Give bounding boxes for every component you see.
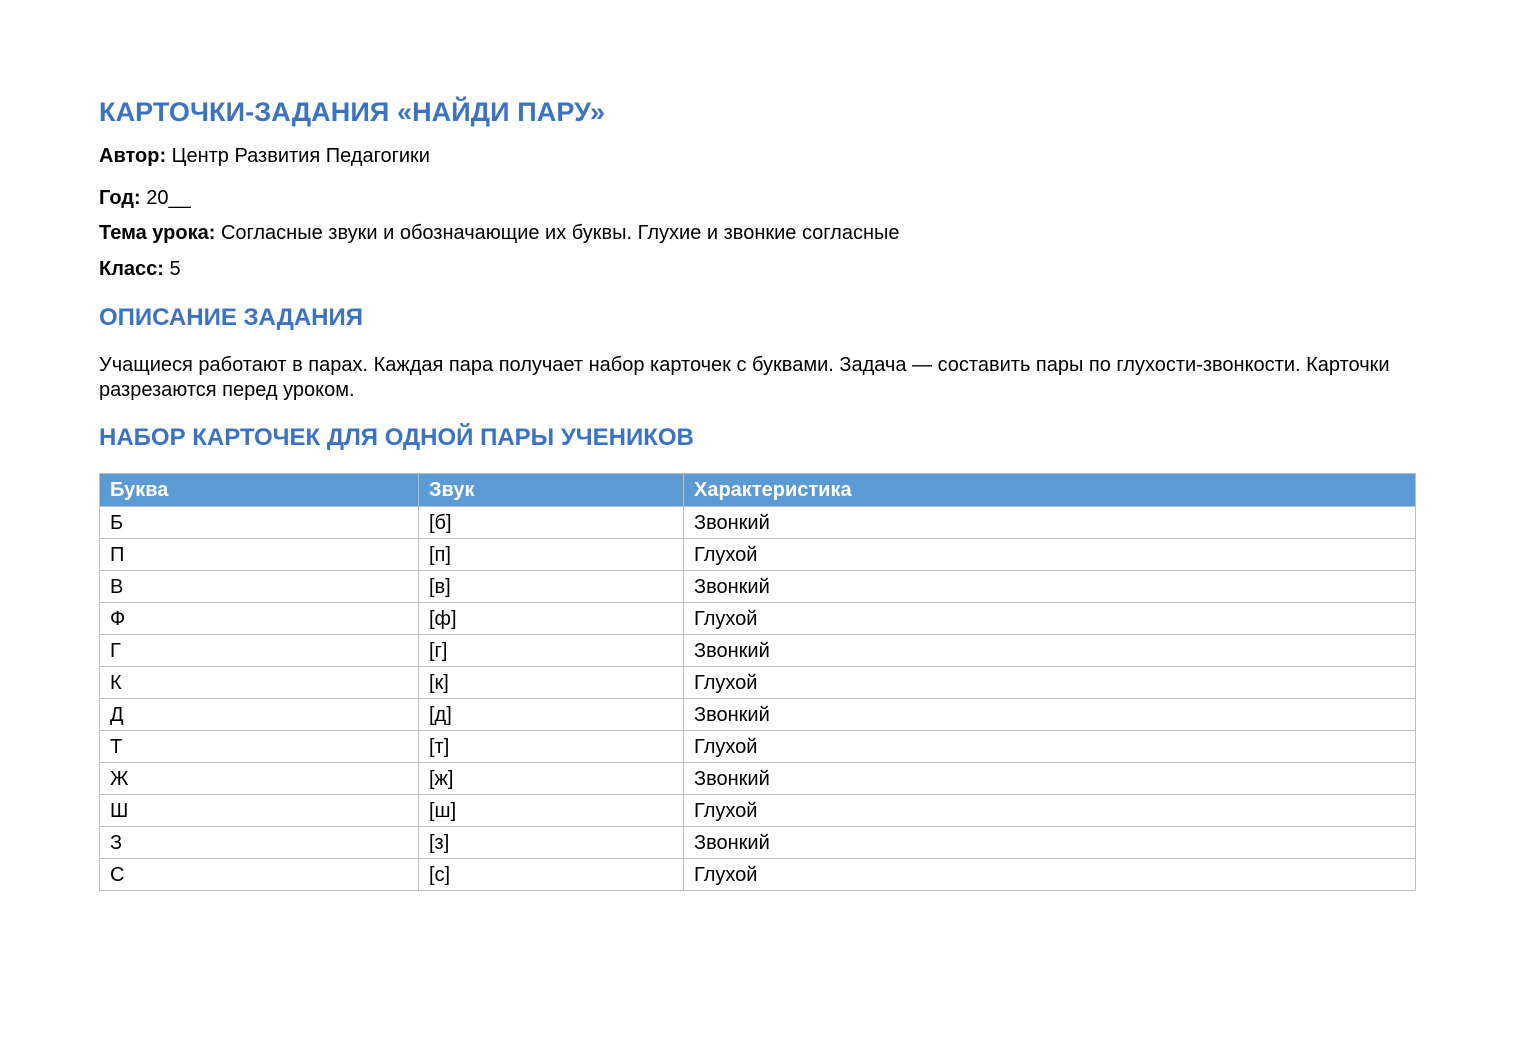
table-row [100,763,1416,795]
cell-letter: Ж [100,763,419,795]
cell-letter: Ш [100,795,419,827]
cell-characteristic: Глухой [684,731,1416,763]
cell-characteristic: Звонкий [684,571,1416,603]
cell-letter: Ф [100,603,419,635]
table-row [100,859,1416,891]
description-heading: ОПИСАНИЕ ЗАДАНИЯ [99,304,364,331]
cell-sound: [к] [419,667,684,699]
cell-characteristic: Глухой [684,795,1416,827]
table-row [100,699,1416,731]
table-row [100,635,1416,667]
meta-class [99,257,1415,281]
table-header-row [100,474,1416,507]
cell-sound: [ж] [419,763,684,795]
document-title: КАРТОЧКИ-ЗАДАНИЯ «НАЙДИ ПАРУ» [99,97,606,127]
cell-sound: [г] [419,635,684,667]
cell-letter: Г [100,635,419,667]
meta-topic [99,221,1415,245]
table-row [100,571,1416,603]
meta-author [99,144,1415,168]
description-text: Учащиеся работают в парах. Каждая пара получает набор карточек с буквами. Задача — составить пары по глухости-звонкости. Карточки разрезаются перед уроком. [99,354,1390,401]
meta-author-label: Автор: [99,145,167,167]
meta-class-label: Класс: [99,258,164,280]
column-header-letter: Буква [100,474,419,507]
cell-letter: Б [100,507,419,539]
card-set-table [99,473,1416,891]
meta-year-label: Год: [99,187,141,209]
cell-letter: П [100,539,419,571]
table-row [100,667,1416,699]
cell-letter: Д [100,699,419,731]
cell-characteristic: Глухой [684,859,1416,891]
cell-characteristic: Глухой [684,603,1416,635]
table-row [100,731,1416,763]
cell-characteristic: Звонкий [684,827,1416,859]
cell-sound: [с] [419,859,684,891]
cell-characteristic: Глухой [684,539,1416,571]
cell-characteristic: Звонкий [684,763,1416,795]
cell-letter: К [100,667,419,699]
cell-sound: [в] [419,571,684,603]
cell-characteristic: Глухой [684,667,1416,699]
cell-letter: З [100,827,419,859]
cell-sound: [т] [419,731,684,763]
meta-year-value: 20__ [146,187,191,209]
meta-class-value: 5 [169,258,181,280]
column-header-sound: Звук [419,474,684,507]
cell-characteristic: Звонкий [684,635,1416,667]
table-row [100,539,1416,571]
cell-characteristic: Звонкий [684,507,1416,539]
meta-author-value: Центр Развития Педагогики [171,145,430,167]
cell-letter: В [100,571,419,603]
column-header-characteristic: Характеристика [684,474,1416,507]
cell-sound: [з] [419,827,684,859]
meta-topic-value: Согласные звуки и обозначающие их буквы. Глухие и звонкие согласные [220,222,900,244]
cell-sound: [б] [419,507,684,539]
cell-sound: [ш] [419,795,684,827]
cell-letter: С [100,859,419,891]
cell-letter: Т [100,731,419,763]
card-set-heading: НАБОР КАРТОЧЕК ДЛЯ ОДНОЙ ПАРЫ УЧЕНИКОВ [99,424,694,451]
table-row [100,507,1416,539]
cell-sound: [п] [419,539,684,571]
cell-sound: [д] [419,699,684,731]
cell-sound: [ф] [419,603,684,635]
meta-topic-label: Тема урока: [99,222,216,244]
table-row [100,827,1416,859]
table-row [100,603,1416,635]
meta-year [99,186,1415,210]
table-row [100,795,1416,827]
cell-characteristic: Звонкий [684,699,1416,731]
